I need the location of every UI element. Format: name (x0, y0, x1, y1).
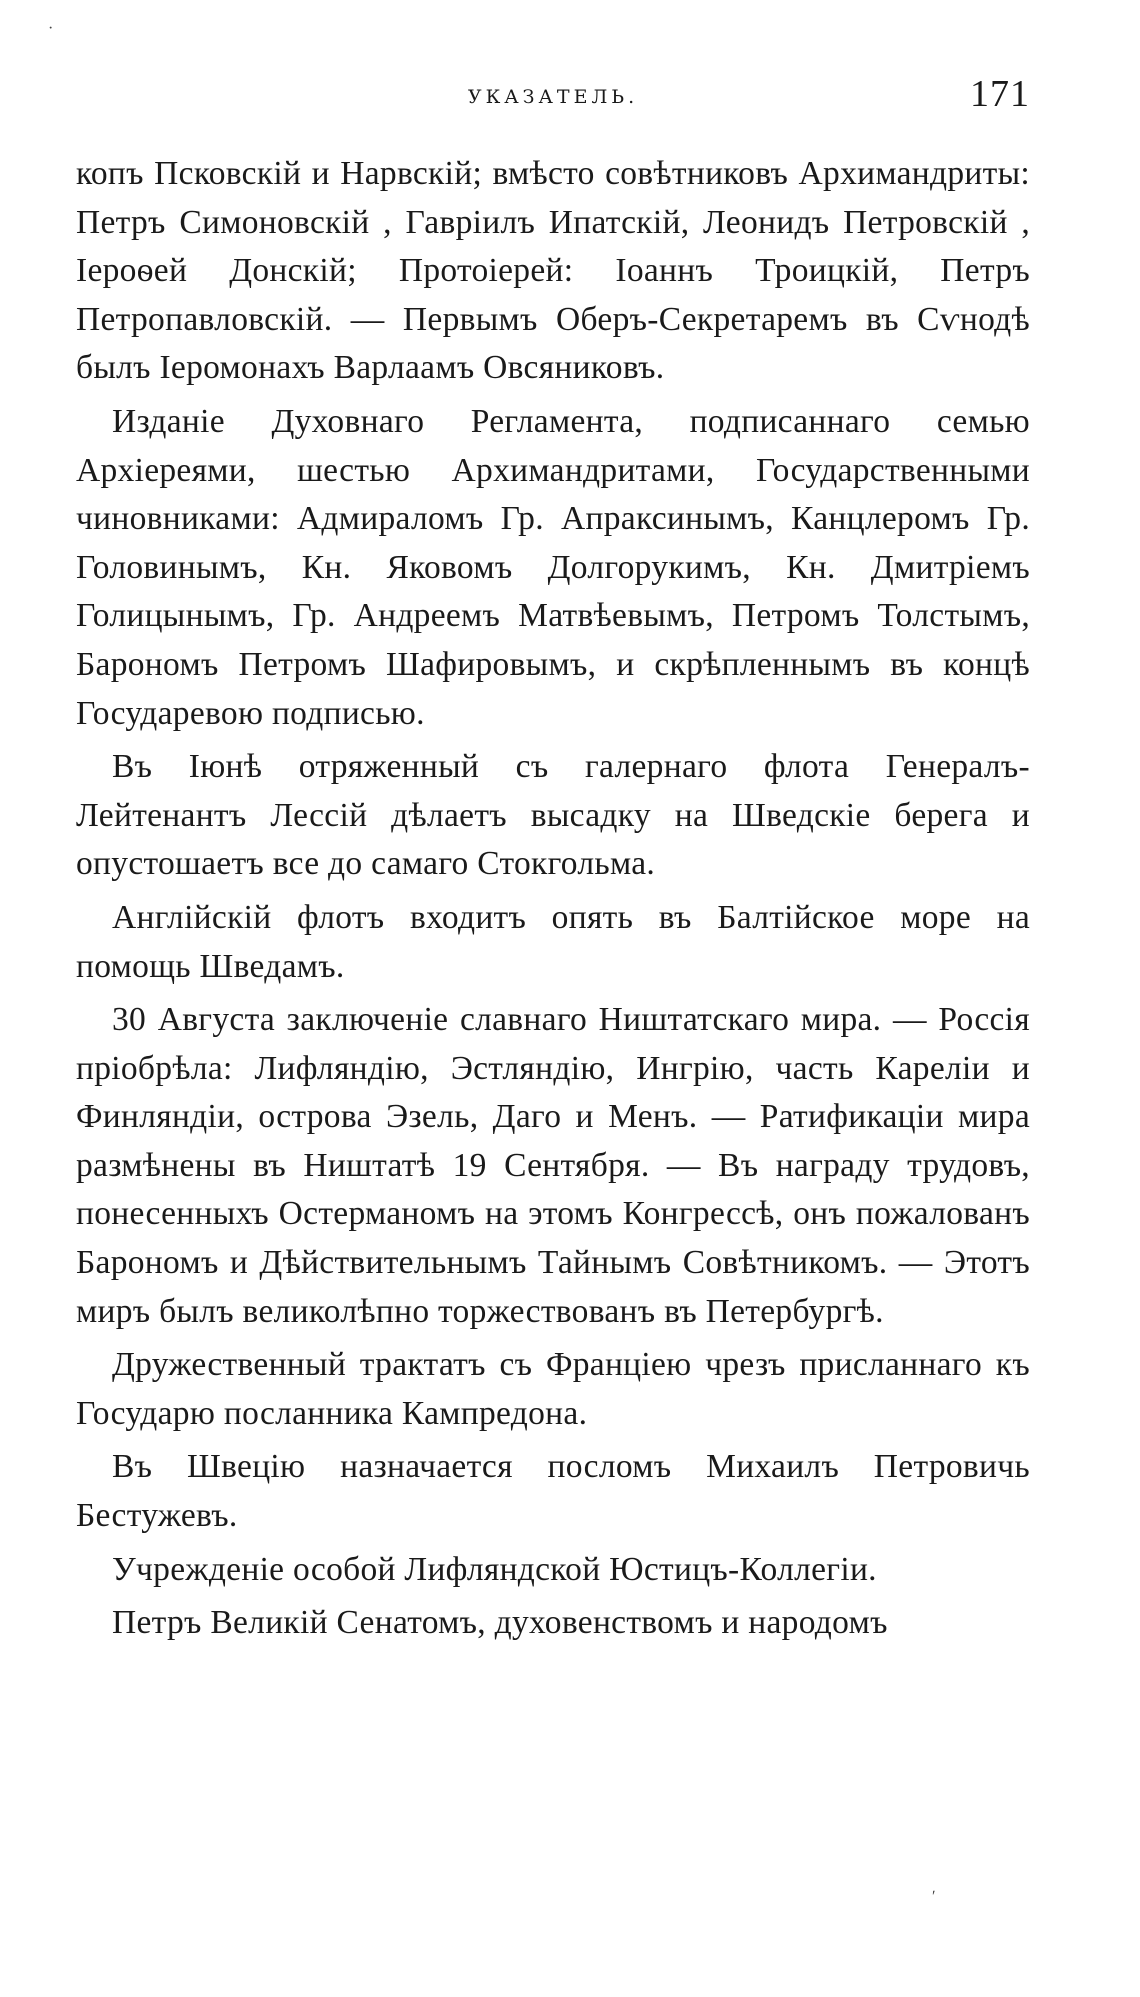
page-number: 171 (970, 73, 1030, 115)
margin-tick: ʹ (932, 1888, 936, 1905)
paragraph: Изданіе Духовнаго Регламента, подписаннаго семью Архіереями, шестью Архимандритами, Государственными чиновниками: Адмираломъ Гр. Апраксинымъ, Канцлеромъ Гр. Головинымъ, Кн. Яковомъ Долгорукимъ, Кн. Дмитріемъ Голицынымъ, Гр. Андреемъ Матвѣевымъ, Петромъ Толстымъ, Барономъ Петромъ Шафировымъ, и скрѣпленнымъ въ концѣ Государевою подписью. (76, 402, 1030, 732)
paragraph: Въ Іюнѣ отряженный съ галернаго флота Генералъ-Лейтенантъ Лессій дѣлаетъ высадку на Шведскіе берега и опустошаетъ все до самаго Стокгольма. (76, 748, 1030, 883)
paragraph: Англійскій флотъ входитъ опять въ Балтійское море на помощь Шведамъ. (76, 898, 1030, 985)
paragraph-continued: копъ Псковскій и Нарвскій; вмѣсто совѣтниковъ Архимандриты: Петръ Симоновскій , Гавріилъ Ипатскій, Леонидъ Петровскій , Іероѳей Донскій; Протоіерей: Іоаннъ Троицкій, Петръ Петропавловскій. — Первымъ Оберъ-Секретаремъ въ Сѵнодѣ былъ Іеромонахъ Варлаамъ Овсяниковъ. (76, 155, 1030, 387)
paragraph: Учрежденіе особой Лифляндской Юстицъ-Коллегіи. (112, 1550, 877, 1588)
body-text (76, 150, 1030, 1653)
paragraph: 30 Августа заключеніе славнаго Ништатскаго мира. — Россія пріобрѣла: Лифляндію, Эстляндію, Ингрію, часть Кареліи и Финляндіи, острова Эзель, Даго и Менъ. — Ратификаціи мира размѣнены въ Ништатѣ 19 Сентября. — Въ награду трудовъ, понесенныхъ Остерманомъ на этомъ Конгрессѣ, онъ пожалованъ Барономъ и Дѣйствительнымъ Тайнымъ Совѣтникомъ. — Этотъ миръ былъ великолѣпно торжествованъ въ Петербургѣ. (76, 1001, 1030, 1330)
running-title: УКАЗАТЕЛЬ. (467, 86, 639, 108)
paragraph: Дружественный трактатъ съ Франціею чрезъ присланнаго къ Государю посланника Кампредона. (76, 1346, 1030, 1432)
margin-dot: · (48, 20, 54, 37)
paragraph: Петръ Великій Сенатомъ, духовенствомъ и народомъ (112, 1604, 888, 1642)
running-head (76, 72, 1030, 132)
paragraph: Въ Швецію назначается посломъ Михаилъ Петровичь Бестужевъ. (76, 1448, 1030, 1535)
